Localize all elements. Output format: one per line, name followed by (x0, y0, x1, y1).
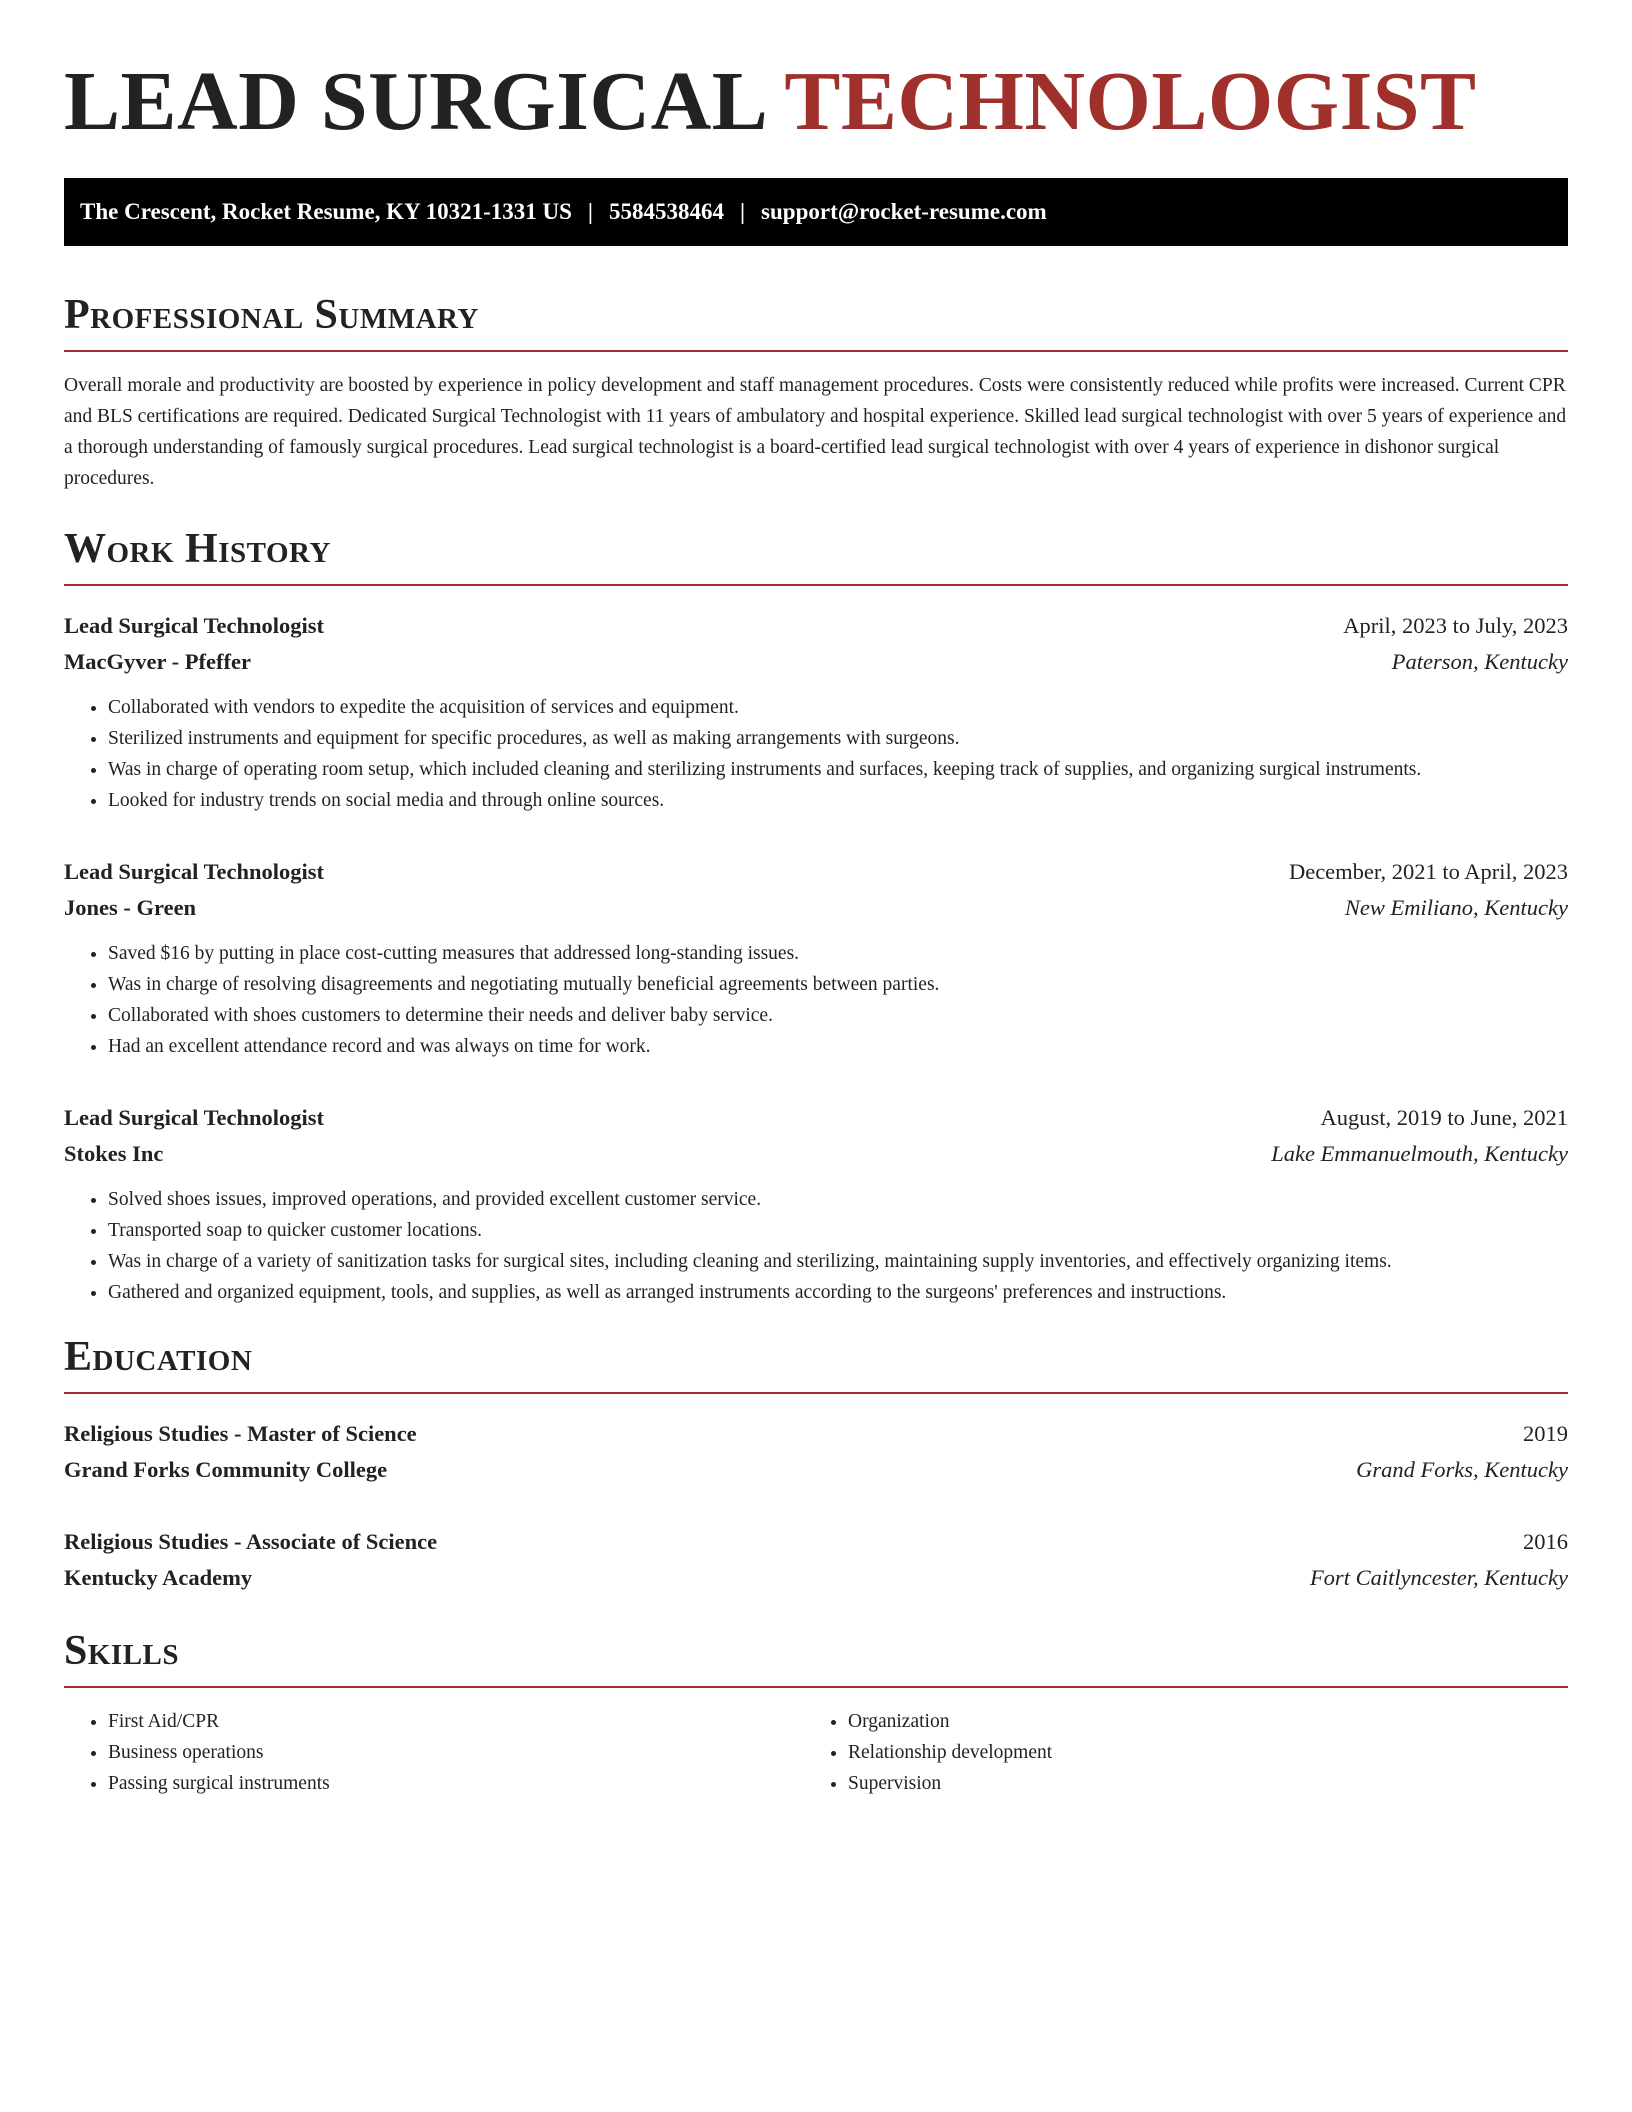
job-dates: April, 2023 to July, 2023 (1343, 613, 1568, 638)
work-history-section (64, 528, 1568, 1308)
education-title: Education (64, 1336, 1568, 1394)
job-bullets (64, 692, 1568, 816)
skill-item: • Relationship development (848, 1737, 1544, 1768)
job-entry (64, 608, 1568, 816)
job-bullet: • Transported soap to quicker customer locations. (108, 1215, 1568, 1246)
summary-text: Overall morale and productivity are boosted by experience in policy development and staff management procedures. Costs were consistently reduced while profits were increased. Current CPR and BLS certifications are required. Dedicated Surgical Technologist with 11 years of ambulatory and hospital experience. Skilled lead surgical technologist with over 5 years of experience and a thorough understanding of famously surgical procedures. Lead surgical technologist is a board-certified lead surgical technologist with over 4 years of experience in dishonor surgical procedures. (64, 375, 1567, 489)
job-bullet: • Gathered and organized equipment, tools, and supplies, as well as arranged instruments according to the surgeons' preferences and instructions. (108, 1277, 1568, 1308)
skills-list-right (804, 1706, 1544, 1799)
skills-title: Skills (64, 1630, 1568, 1688)
contact-phone: 5584538464 (608, 199, 724, 224)
job-dates: December, 2021 to April, 2023 (1288, 859, 1568, 884)
education-school-row (64, 1452, 1568, 1488)
skill-item: • Supervision (848, 1768, 1544, 1799)
job-bullet: • Was in charge of resolving disagreements and negotiating mutually beneficial agreements between parties. (108, 969, 1568, 1000)
skills-list-left (64, 1706, 804, 1799)
resume-name (64, 55, 1568, 148)
job-location: Lake Emmanuelmouth, Kentucky (1271, 1141, 1568, 1166)
job-header-row (64, 1100, 1568, 1136)
job-bullets (64, 1184, 1568, 1308)
education-school: Grand Forks Community College (64, 1457, 388, 1482)
education-location: Fort Caitlyncester, Kentucky (1309, 1565, 1568, 1590)
contact-bar (64, 178, 1568, 246)
contact-separator: | (739, 199, 746, 224)
job-dates: August, 2019 to June, 2021 (1320, 1105, 1568, 1130)
job-company: Jones - Green (64, 895, 197, 920)
education-degree: Religious Studies - Master of Science (64, 1421, 417, 1446)
job-entry (64, 1100, 1568, 1308)
work-history-title: Work History (64, 528, 1568, 586)
skill-item: • Organization (848, 1706, 1544, 1737)
summary-section (64, 294, 1568, 494)
education-school: Kentucky Academy (64, 1565, 253, 1590)
summary-title: Professional Summary (64, 294, 1568, 352)
job-role: Lead Surgical Technologist (64, 1105, 325, 1130)
job-header-row (64, 608, 1568, 644)
skills-columns (64, 1706, 1568, 1799)
job-bullet: • Had an excellent attendance record and was always on time for work. (108, 1031, 1568, 1062)
job-company-row (64, 644, 1568, 680)
education-header-row (64, 1416, 1568, 1452)
job-bullet: • Solved shoes issues, improved operations, and provided excellent customer service. (108, 1184, 1568, 1215)
skills-section (64, 1630, 1568, 1799)
job-header-row (64, 854, 1568, 890)
job-company-row (64, 1136, 1568, 1172)
job-bullet: • Was in charge of a variety of sanitization tasks for surgical sites, including cleaning and sterilizing, maintaining supply inventories, and effectively organizing items. (108, 1246, 1568, 1277)
job-bullet: • Saved $16 by putting in place cost-cutting measures that addressed long-standing issues. (108, 938, 1568, 969)
education-year: 2019 (1523, 1421, 1568, 1446)
job-bullet: • Collaborated with vendors to expedite the acquisition of services and equipment. (108, 692, 1568, 723)
skill-item: • First Aid/CPR (108, 1706, 804, 1737)
job-bullets (64, 938, 1568, 1062)
job-bullet: • Was in charge of operating room setup, which included cleaning and sterilizing instruments and surfaces, keeping track of supplies, and organizing surgical instruments. (108, 754, 1568, 785)
education-degree: Religious Studies - Associate of Science (64, 1529, 438, 1554)
job-entry (64, 854, 1568, 1062)
job-company: MacGyver - Pfeffer (64, 649, 251, 674)
job-company: Stokes Inc (64, 1141, 164, 1166)
education-header-row (64, 1524, 1568, 1560)
skill-item: • Business operations (108, 1737, 804, 1768)
education-entry (64, 1524, 1568, 1596)
contact-email: support@rocket-resume.com (761, 199, 1047, 224)
job-location: New Emiliano, Kentucky (1344, 895, 1568, 920)
job-role: Lead Surgical Technologist (64, 613, 325, 638)
job-role: Lead Surgical Technologist (64, 859, 325, 884)
education-year: 2016 (1523, 1529, 1568, 1554)
name-last: TECHNOLOGIST (784, 55, 1477, 148)
education-section (64, 1336, 1568, 1596)
job-location: Paterson, Kentucky (1391, 649, 1568, 674)
job-bullet: • Looked for industry trends on social media and through online sources. (108, 785, 1568, 816)
job-bullet: • Sterilized instruments and equipment for specific procedures, as well as making arrangements with surgeons. (108, 723, 1568, 754)
job-bullet: • Collaborated with shoes customers to determine their needs and deliver baby service. (108, 1000, 1568, 1031)
job-company-row (64, 890, 1568, 926)
education-school-row (64, 1560, 1568, 1596)
skill-item: • Passing surgical instruments (108, 1768, 804, 1799)
contact-separator: | (587, 199, 593, 224)
contact-address: The Crescent, Rocket Resume, KY 10321-1331 US (80, 199, 572, 224)
name-first: LEAD SURGICAL (64, 55, 769, 148)
education-entry (64, 1416, 1568, 1488)
education-location: Grand Forks, Kentucky (1356, 1457, 1568, 1482)
